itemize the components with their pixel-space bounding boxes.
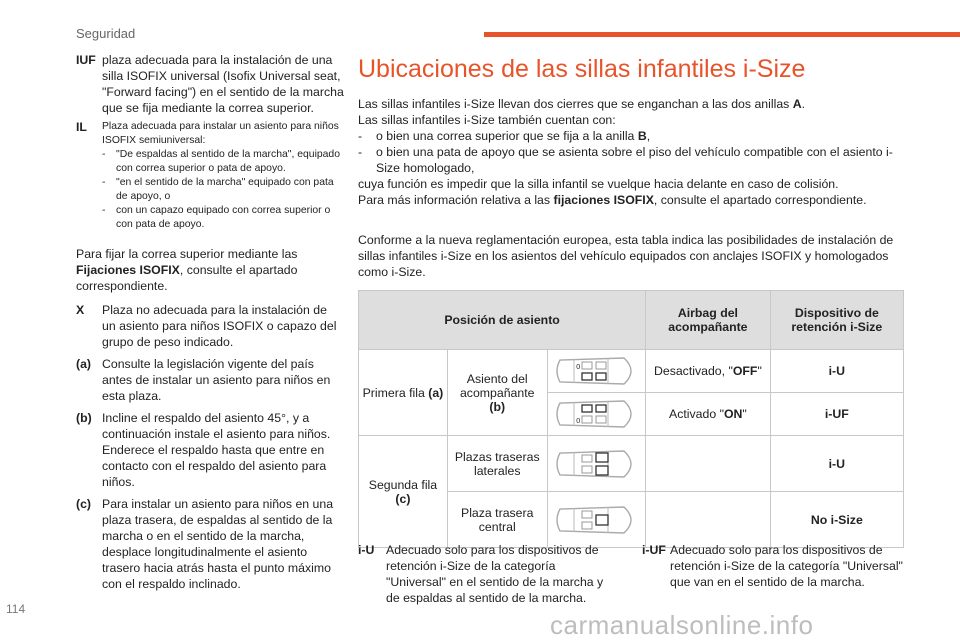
definition-body xyxy=(102,120,344,232)
list-item: - o bien una correa superior que se fija a la anilla B, xyxy=(358,129,651,143)
device-cell: i-U xyxy=(770,350,903,393)
airbag-cell: Activado "ON" xyxy=(646,393,771,436)
definition-key: IL xyxy=(76,120,87,134)
note-a: (a) Consulte la legislación vigente del país antes de instalar un asiento para niños en esta plaza. xyxy=(76,357,331,403)
list-item: - o bien una pata de apoyo que se asienta sobre el piso del vehículo compatible con el asiento i-Size homologado, xyxy=(358,145,893,175)
definition-il xyxy=(76,120,344,232)
car-seat-diagram-icon xyxy=(552,447,640,481)
car-seat-diagram-icon xyxy=(552,397,640,431)
header-accent-rule xyxy=(484,32,960,37)
car-diagram-cell xyxy=(547,436,646,492)
table-header-device: Dispositivo de retención i-Size xyxy=(770,291,903,350)
list-item: - "en el sentido de la marcha" equipado con pata de apoyo, o xyxy=(102,177,334,202)
device-cell: i-UF xyxy=(770,393,903,436)
definition-intro: Plaza adecuada para instalar un asiento para niños ISOFIX semiuniversal: xyxy=(102,121,339,146)
list-item: - "De espaldas al sentido de la marcha", equipado con correa superior o pata de apoyo. xyxy=(102,149,340,174)
footnote-iuf: i-UF Adecuado solo para los dispositivos de retención i-Size de la categoría "Universal" que van en el sentido de la marcha. xyxy=(642,543,903,589)
right-column xyxy=(358,54,906,280)
table-row xyxy=(359,350,904,393)
car-diagram-cell xyxy=(547,393,646,436)
car-diagram-cell xyxy=(547,350,646,393)
definition-key: IUF xyxy=(76,53,96,67)
strap-paragraph: Para fijar la correa superior mediante las Fijaciones ISOFIX, consulte el apartado correspondiente. xyxy=(76,247,298,293)
car-seat-diagram-icon xyxy=(552,503,640,537)
table-row xyxy=(359,436,904,492)
paragraph: Las sillas infantiles i-Size llevan dos cierres que se enganchan a las dos anillas A. xyxy=(358,97,806,111)
list-item: - con un capazo equipado con correa superior o con pata de apoyo. xyxy=(102,205,331,230)
definition-iuf xyxy=(76,52,344,116)
table-header-position: Posición de asiento xyxy=(359,291,646,350)
device-cell: i-U xyxy=(770,436,903,492)
page-number: 114 xyxy=(6,602,26,616)
svg-text:0: 0 xyxy=(576,363,581,371)
table-header-airbag: Airbag del acompañante xyxy=(646,291,771,350)
car-seat-diagram-icon xyxy=(552,354,640,388)
table-header-row xyxy=(359,291,904,350)
row-label: Segunda fila (c) xyxy=(359,436,448,548)
section-title: Ubicaciones de las sillas infantiles i-Size xyxy=(358,55,806,83)
paragraph: Conforme a la nueva reglamentación europea, esta tabla indica las posibilidades de instalación de sillas infantiles i-Size en los asientos del vehículo equipados con anclajes ISOFIX y homologados como i-Size. xyxy=(358,233,894,279)
seat-label: Plaza trasera central xyxy=(447,492,547,548)
seat-label: Asiento del acompañante (b) xyxy=(447,350,547,436)
watermark: carmanualsonline.info xyxy=(550,610,814,640)
paragraph: cuya función es impedir que la silla infantil se vuelque hacia delante en caso de colisión. xyxy=(358,177,839,191)
device-cell: No i-Size xyxy=(770,492,903,548)
definition-text: plaza adecuada para la instalación de una silla ISOFIX universal (Isofix Universal seat, "Forward facing") en el sentido de la marcha que se fija mediante la correa superior. xyxy=(102,53,344,115)
left-column xyxy=(76,52,344,598)
airbag-cell: Desactivado, "OFF" xyxy=(646,350,771,393)
footnote-iu: i-U Adecuado solo para los dispositivos de retención i-Size de la categoría "Universal" en el sentido de la marcha y de espaldas al sentido de la marcha. xyxy=(358,543,604,605)
paragraph: Para más información relativa a las fijaciones ISOFIX, consulte el apartado correspondiente. xyxy=(358,193,867,207)
car-diagram-cell xyxy=(547,492,646,548)
airbag-cell xyxy=(646,492,771,548)
airbag-cell xyxy=(646,436,771,492)
section-header: Seguridad xyxy=(76,26,136,41)
note-x: X Plaza no adecuada para la instalación de un asiento para niños ISOFIX o capazo del grupo de peso indicado. xyxy=(76,303,337,349)
isize-table xyxy=(358,290,904,548)
note-c: (c) Para instalar un asiento para niños en una plaza trasera, de espaldas al sentido de la marcha o en el sentido de la marcha, desplace longitudinalmente el asiento trasero hacia atrás hasta el punto máximo con el respaldo inclinado. xyxy=(76,497,334,591)
paragraph: Las sillas infantiles i-Size también cuentan con: xyxy=(358,113,616,127)
svg-text:0: 0 xyxy=(576,417,581,425)
note-b: (b) Incline el respaldo del asiento 45°, y a continuación instale el asiento para niños. Enderece el respaldo hasta que entre en contacto con el respaldo del asiento para niños. xyxy=(76,411,331,489)
row-label: Primera fila (a) xyxy=(359,350,448,436)
seat-label: Plazas traseras laterales xyxy=(447,436,547,492)
